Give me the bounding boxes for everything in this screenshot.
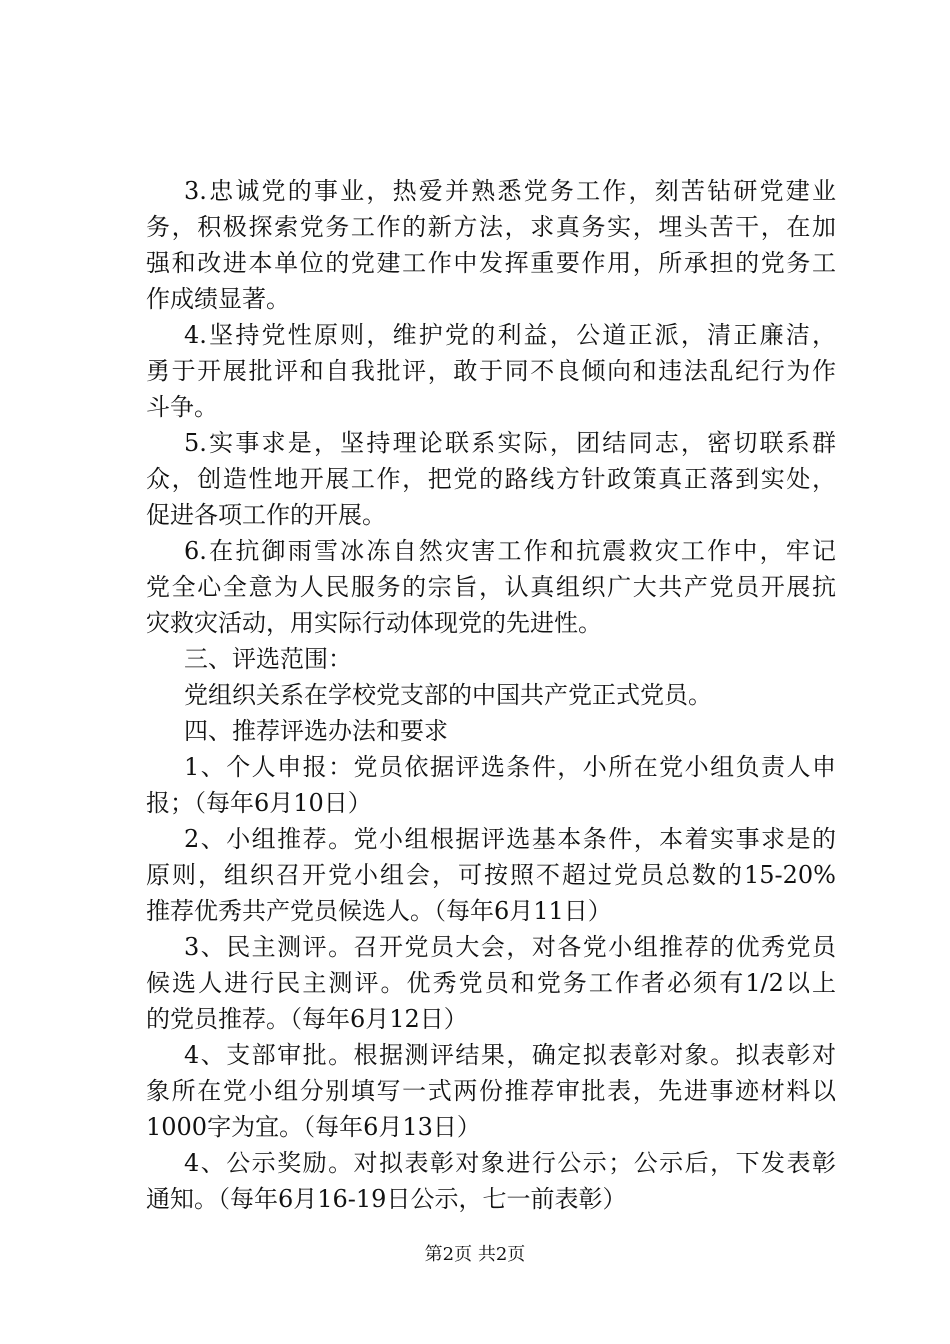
text-line: 4.坚持党性原则，维护党的利益，公道正派，清正廉洁，	[184, 321, 836, 349]
text-line: 务，积极探索党务工作的新方法，求真务实，埋头苦干，在加	[146, 213, 836, 241]
text-line: 强和改进本单位的党建工作中发挥重要作用，所承担的党务工	[146, 249, 836, 277]
text-line: 象所在党小组分别填写一式两份推荐审批表，先进事迹材料以	[146, 1077, 836, 1105]
page-footer: 第2页 共2页	[424, 1244, 526, 1265]
text-line: 报；（每年6月10日）	[146, 789, 372, 817]
text-line: 1000字为宜。（每年6月13日）	[146, 1113, 481, 1141]
text-line: 候选人进行民主测评。优秀党员和党务工作者必须有1/2以上	[146, 969, 836, 997]
text-line: 党组织关系在学校党支部的中国共产党正式党员。	[184, 681, 712, 709]
text-line: 6.在抗御雨雪冰冻自然灾害工作和抗震救灾工作中，牢记	[184, 537, 836, 565]
text-line: 灾救灾活动，用实际行动体现党的先进性。	[146, 609, 602, 637]
text-line: 通知。（每年6月16-19日公示，七一前表彰）	[146, 1185, 627, 1213]
text-line: 的党员推荐。（每年6月12日）	[146, 1005, 468, 1033]
text-line: 三、评选范围：	[184, 645, 352, 673]
text-line: 3.忠诚党的事业，热爱并熟悉党务工作，刻苦钻研党建业	[184, 177, 836, 205]
text-line: 原则，组织召开党小组会，可按照不超过党员总数的15-20%	[146, 861, 836, 889]
text-line: 作成绩显著。	[146, 285, 290, 313]
text-line: 4、公示奖励。对拟表彰对象进行公示；公示后，下发表彰	[184, 1149, 836, 1177]
text-line: 党全心全意为人民服务的宗旨，认真组织广大共产党员开展抗	[146, 573, 836, 601]
text-line: 众，创造性地开展工作，把党的路线方针政策真正落到实处，	[146, 465, 836, 493]
text-line: 斗争。	[146, 393, 218, 421]
text-line: 1、个人申报：党员依据评选条件，小所在党小组负责人申	[184, 753, 836, 781]
text-line: 3、民主测评。召开党员大会，对各党小组推荐的优秀党员	[184, 933, 836, 961]
text-line: 四、推荐评选办法和要求	[184, 717, 448, 745]
text-line: 促进各项工作的开展。	[146, 501, 386, 529]
text-line: 勇于开展批评和自我批评，敢于同不良倾向和违法乱纪行为作	[146, 357, 836, 385]
text-line: 4、支部审批。根据测评结果，确定拟表彰对象。拟表彰对	[184, 1041, 836, 1069]
document-body	[146, 173, 836, 1217]
text-line: 5.实事求是，坚持理论联系实际，团结同志，密切联系群	[184, 429, 836, 457]
text-line: 2、小组推荐。党小组根据评选基本条件，本着实事求是的	[184, 825, 836, 853]
text-line: 推荐优秀共产党员候选人。（每年6月11日）	[146, 897, 612, 925]
